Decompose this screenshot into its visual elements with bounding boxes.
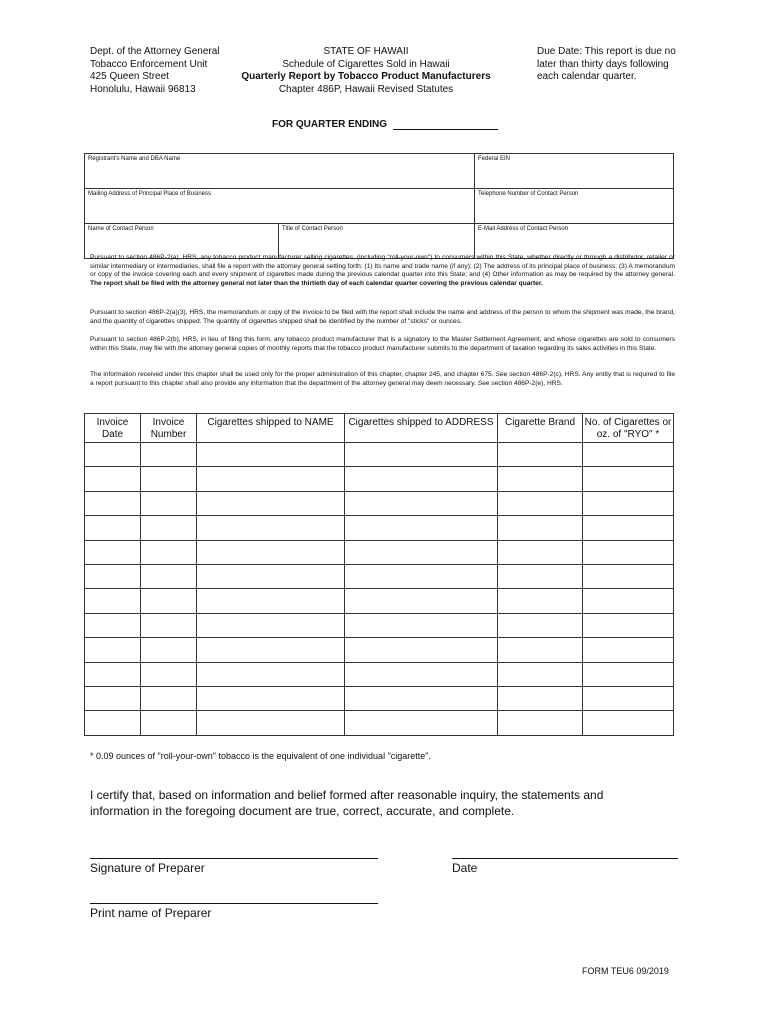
telephone-label: Telephone Number of Contact Person xyxy=(478,191,579,197)
print-name-line[interactable] xyxy=(90,903,378,904)
table-cell[interactable] xyxy=(85,589,141,613)
table-cell[interactable] xyxy=(141,540,197,564)
p1-bold: The report shall be filed with the attorney general not later than the thirtieth day of each calendar quarter covering the previous calendar quarter. xyxy=(90,279,543,287)
table-row xyxy=(85,686,674,710)
table-cell[interactable] xyxy=(141,467,197,491)
quarter-ending-label: FOR QUARTER ENDING xyxy=(272,119,387,130)
due-date-line: later than thirty days following xyxy=(537,58,669,70)
column-header-shipped-to-address: Cigarettes shipped to ADDRESS xyxy=(345,414,498,443)
mailing-address-label: Mailing Address of Principal Place of Business xyxy=(88,191,212,197)
p3-text: Pursuant to section 486P-2(b), HRS, in lieu of filing this form, any tobacco product manufacturer that is a signatory to the Master Settlement Agreement, and whose cigarettes are sold to consumers within this State, may file with the attorney general copies of monthly reports that the tobacco product manufacturer submits to the department of taxation regarding its sales activities in this State. xyxy=(90,336,675,352)
table-cell[interactable] xyxy=(583,662,674,686)
date-label: Date xyxy=(452,861,478,875)
date-line[interactable] xyxy=(452,858,678,859)
p4-see-1: See xyxy=(495,371,508,378)
table-cell[interactable] xyxy=(141,443,197,467)
table-cell[interactable] xyxy=(141,638,197,662)
due-date-line: Due Date: This report is due no xyxy=(537,46,676,57)
preparer-signature-line[interactable] xyxy=(90,858,378,859)
table-header-row xyxy=(85,414,674,443)
table-cell[interactable] xyxy=(85,711,141,735)
p1-text: Pursuant to section 486P-2(a), HRS, any tobacco product manufacturer selling cigarettes, (including "roll-your-own") to consumers within this State, whether directly or through a distributor, retailer or similar intermediary or intermediaries, shall file a report with the attorney general setting forth: (1) Its name and trade name (if any); (2) The address of its principal place of business; (3) A memorandum or copy of the invoice covering each and every shipment of cigarettes made during the previous calendar quarter into this State; and (4) Other information as may be required by the attorney general. xyxy=(90,254,675,279)
table-row xyxy=(85,540,674,564)
table-cell[interactable] xyxy=(498,516,583,540)
column-header-invoice-number: Invoice Number xyxy=(141,414,197,443)
quarter-ending-field[interactable] xyxy=(393,118,498,130)
table-cell[interactable] xyxy=(498,613,583,637)
table-cell[interactable] xyxy=(583,467,674,491)
table-cell[interactable] xyxy=(197,638,345,662)
table-cell[interactable] xyxy=(85,564,141,588)
agency-line: Honolulu, Hawaii 96813 xyxy=(90,83,196,95)
table-cell[interactable] xyxy=(197,443,345,467)
p4-text-b: section 486P-2(c), HRS. Any entity that is required to file a report pursuant to this chapter shall also provide any information that the department of the attorney general may deem necessary. xyxy=(90,371,675,387)
table-cell[interactable] xyxy=(141,711,197,735)
table-row xyxy=(85,638,674,662)
certification-statement: I certify that, based on information and belief formed after reasonable inquiry, the statements and information in the foregoing document are true, correct, accurate, and complete. xyxy=(90,788,604,818)
table-cell[interactable] xyxy=(197,467,345,491)
table-row xyxy=(85,491,674,515)
table-row xyxy=(85,711,674,735)
table-row xyxy=(85,589,674,613)
table-cell[interactable] xyxy=(141,686,197,710)
email-label: E-Mail Address of Contact Person xyxy=(478,226,569,232)
ryo-footnote: * 0.09 ounces of "roll-your-own" tobacco is the equivalent of one individual "cigarette". xyxy=(90,751,431,761)
table-cell[interactable] xyxy=(197,662,345,686)
schedule-title: Schedule of Cigarettes Sold in Hawaii xyxy=(282,58,450,70)
table-cell[interactable] xyxy=(197,540,345,564)
table-cell[interactable] xyxy=(345,467,498,491)
table-cell[interactable] xyxy=(583,711,674,735)
table-cell[interactable] xyxy=(345,662,498,686)
table-cell[interactable] xyxy=(141,613,197,637)
table-cell[interactable] xyxy=(583,613,674,637)
table-cell[interactable] xyxy=(85,686,141,710)
table-cell[interactable] xyxy=(85,467,141,491)
statute-paragraph-2 xyxy=(90,309,675,326)
table-cell[interactable] xyxy=(141,516,197,540)
table-row xyxy=(85,467,674,491)
table-cell[interactable] xyxy=(197,516,345,540)
registrant-name-label: Registrant's Name and DBA Name xyxy=(88,156,181,162)
federal-ein-field[interactable] xyxy=(475,154,674,189)
agency-line: Dept. of the Attorney General xyxy=(90,46,220,57)
table-cell[interactable] xyxy=(345,711,498,735)
form-number: FORM TEU6 09/2019 xyxy=(582,966,669,976)
table-cell[interactable] xyxy=(141,491,197,515)
table-cell[interactable] xyxy=(345,540,498,564)
table-cell[interactable] xyxy=(498,662,583,686)
telephone-field[interactable] xyxy=(475,189,674,224)
table-cell[interactable] xyxy=(345,443,498,467)
table-cell[interactable] xyxy=(583,491,674,515)
state-title: STATE OF HAWAII xyxy=(323,46,409,57)
table-cell[interactable] xyxy=(345,516,498,540)
due-date-note xyxy=(537,46,697,84)
table-cell[interactable] xyxy=(345,589,498,613)
table-cell[interactable] xyxy=(85,491,141,515)
table-row xyxy=(85,564,674,588)
shipments-table xyxy=(84,413,674,736)
table-cell[interactable] xyxy=(498,467,583,491)
table-cell[interactable] xyxy=(583,540,674,564)
table-cell[interactable] xyxy=(498,443,583,467)
table-cell[interactable] xyxy=(85,516,141,540)
table-cell[interactable] xyxy=(498,564,583,588)
table-row xyxy=(85,443,674,467)
agency-line: 425 Queen Street xyxy=(90,71,169,82)
preparer-signature-label: Signature of Preparer xyxy=(90,861,205,875)
chapter-title: Chapter 486P, Hawaii Revised Statutes xyxy=(278,83,454,95)
registrant-info-box xyxy=(84,153,674,259)
table-cell[interactable] xyxy=(498,540,583,564)
table-row xyxy=(85,516,674,540)
table-cell[interactable] xyxy=(197,589,345,613)
table-cell[interactable] xyxy=(345,564,498,588)
p4-text-a: The information received under this chapter shall be used only for the proper administration of this chapter, chapter 245, and chapter 675. xyxy=(90,371,496,378)
table-cell[interactable] xyxy=(498,638,583,662)
form-title-block xyxy=(225,46,507,96)
table-cell[interactable] xyxy=(498,686,583,710)
contact-name-label: Name of Contact Person xyxy=(88,226,154,232)
report-title: Quarterly Report by Tobacco Product Manufacturers xyxy=(241,71,491,82)
registrant-name-field[interactable] xyxy=(85,154,475,189)
column-header-quantity: No. of Cigarettes or oz. of "RYO" * xyxy=(583,414,674,443)
table-cell[interactable] xyxy=(583,589,674,613)
statute-paragraph-3 xyxy=(90,336,675,353)
table-cell[interactable] xyxy=(583,516,674,540)
p2-text: Pursuant to section 486P-2(a)(3), HRS, the memorandum or copy of the invoice to be filed with the report shall include the name and address of the person to whom the shipment was made, the brand, and the quantity of cigarettes shipped. The quantity of cigarettes shipped shall be identified by the number of "sticks" or ounces. xyxy=(90,309,675,325)
p4-text-c: section 486P-2(e), HRS. xyxy=(489,379,563,387)
table-cell[interactable] xyxy=(583,564,674,588)
table-cell[interactable] xyxy=(197,613,345,637)
table-cell[interactable] xyxy=(583,443,674,467)
table-cell[interactable] xyxy=(345,686,498,710)
table-cell[interactable] xyxy=(85,613,141,637)
table-cell[interactable] xyxy=(498,491,583,515)
column-header-shipped-to-name: Cigarettes shipped to NAME xyxy=(197,414,345,443)
column-header-invoice-date: Invoice Date xyxy=(85,414,141,443)
table-cell[interactable] xyxy=(583,638,674,662)
column-header-cigarette-brand: Cigarette Brand xyxy=(498,414,583,443)
print-name-label: Print name of Preparer xyxy=(90,906,212,920)
table-cell[interactable] xyxy=(85,443,141,467)
statute-paragraph-1 xyxy=(90,254,675,288)
table-cell[interactable] xyxy=(345,613,498,637)
table-cell[interactable] xyxy=(197,686,345,710)
contact-title-label: Title of Contact Person xyxy=(282,226,343,232)
table-cell[interactable] xyxy=(85,662,141,686)
table-cell[interactable] xyxy=(197,491,345,515)
mailing-address-field[interactable] xyxy=(85,189,475,224)
statute-paragraph-4 xyxy=(90,371,675,388)
due-date-line: each calendar quarter. xyxy=(537,71,637,82)
table-cell[interactable] xyxy=(583,686,674,710)
table-cell[interactable] xyxy=(85,540,141,564)
table-cell[interactable] xyxy=(345,491,498,515)
federal-ein-label: Federal EIN xyxy=(478,156,511,162)
table-cell[interactable] xyxy=(197,711,345,735)
table-cell[interactable] xyxy=(498,711,583,735)
table-row xyxy=(85,613,674,637)
table-cell[interactable] xyxy=(141,564,197,588)
table-row xyxy=(85,662,674,686)
table-cell[interactable] xyxy=(345,638,498,662)
p4-see-2: See xyxy=(477,379,490,387)
table-cell[interactable] xyxy=(141,589,197,613)
table-cell[interactable] xyxy=(197,564,345,588)
agency-line: Tobacco Enforcement Unit xyxy=(90,58,208,70)
table-cell[interactable] xyxy=(85,638,141,662)
table-cell[interactable] xyxy=(141,662,197,686)
quarter-ending xyxy=(272,118,532,130)
table-cell[interactable] xyxy=(498,589,583,613)
